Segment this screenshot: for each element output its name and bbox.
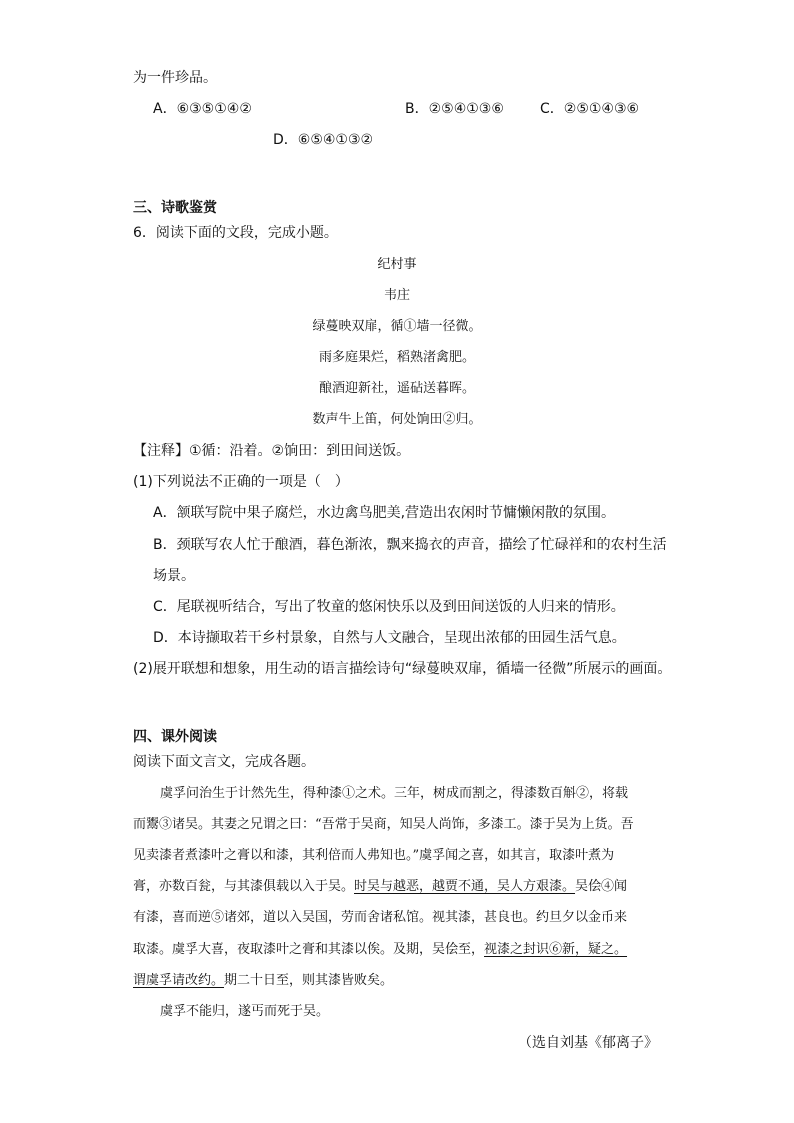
section4-intro: 阅读下面文言文，完成各题。: [133, 754, 315, 770]
q5-option-c: C．②⑤①④③⑥: [540, 101, 640, 117]
section4-heading: 四、课外阅读: [133, 729, 217, 745]
sub1-option-d: D．本诗撷取若干乡村景象，自然与人文融合，呈现出浓郁的田园生活气息。: [153, 630, 626, 646]
poem-notes: 【注释】①循：沿着。②饷田：到田间送饭。: [133, 443, 411, 459]
source-citation: （选自刘基《郁离子》: [518, 1035, 658, 1051]
sub1-option-a: A．颔联写院中果子腐烂，水边禽鸟肥美,营造出农闲时节慵懒闲散的氛围。: [153, 505, 616, 521]
classical-text-line-2: 而鬻③诸吴。其妻之兄谓之曰：“吾常于吴商，知吴人尚饰，多漆工。漆于吴为上货。吾: [133, 817, 634, 832]
question6-intro: 6．阅读下面的文段，完成小题。: [133, 225, 338, 241]
underlined-sentence-1: 时吴与越恶，越贾不通，吴人方艰漆。: [354, 879, 576, 894]
poem-title: 纪村事: [377, 257, 417, 272]
sub1-prompt: (1)下列说法不正确的一项是（ ）: [133, 474, 349, 490]
q5-option-d: D．⑥⑤④①③②: [273, 132, 374, 148]
classical-text-line-3: 见卖漆者煮漆叶之膏以和漆，其利倍而人弗知也。”虞孚闻之喜，如其言，取漆叶煮为: [133, 848, 615, 863]
poem-line-3: 酿酒迎新社，遥砧送暮晖。: [318, 381, 475, 396]
q5-text-tail: 为一件珍品。: [133, 70, 217, 86]
classical-text-line-1: 虞孚问治生于计然先生，得种漆①之术。三年，树成而割之，得漆数百斛②，将载: [160, 786, 629, 801]
sub2-prompt: (2)展开联想和想象，用生动的语言描绘诗句“绿蔓映双扉，循墙一径微”所展示的画面。: [133, 661, 672, 677]
poem-author: 韦庄: [383, 288, 410, 303]
q5-option-a: A．⑥③⑤①④②: [153, 101, 252, 117]
sub1-option-c: C．尾联视听结合，写出了牧童的悠闲快乐以及到田间送饭的人归来的情形。: [153, 599, 625, 615]
classical-text-plain: 期二十日至，则其漆皆败矣。: [224, 973, 394, 988]
classical-text-line-7: [133, 971, 393, 991]
poem-line-1: 绿蔓映双扉，循①墙一径微。: [312, 319, 482, 334]
q5-option-b: B．②⑤④①③⑥: [405, 101, 504, 117]
classical-text-line-6: [133, 940, 627, 960]
classical-text-line-5: 有漆，喜而逆⑤诸郊，道以入吴国，劳而舍诸私馆。视其漆，甚良也。约旦夕以金币来: [133, 910, 628, 925]
poem-line-2: 雨多庭果烂，稻熟渚禽肥。: [318, 350, 475, 365]
classical-text-plain: 膏，亦数百瓮，与其漆俱载以入于吴。: [133, 879, 355, 894]
underlined-sentence-2: 视漆之封识⑥新，疑之。: [484, 942, 628, 957]
sub1-option-b: B．颈联写农人忙于酿酒，暮色渐浓，飘来捣衣的声音，描绘了忙碌祥和的农村生活: [153, 537, 667, 553]
section3-heading: 三、诗歌鉴赏: [133, 200, 217, 216]
classical-text-para-2: 虞孚不能归，遂丐而死于吴。: [160, 1004, 330, 1019]
sub1-option-b-cont: 场景。: [153, 568, 195, 584]
classical-text-plain: 吴侩④闻: [575, 879, 628, 894]
classical-text-line-4: [133, 877, 627, 897]
poem-line-4: 数声牛上笛，何处饷田②归。: [312, 412, 482, 427]
underlined-sentence-2-cont: 谓虞孚请改约。: [133, 973, 225, 988]
classical-text-plain: 取漆。虞孚大喜，夜取漆叶之膏和其漆以俟。及期，吴侩至，: [133, 942, 485, 957]
